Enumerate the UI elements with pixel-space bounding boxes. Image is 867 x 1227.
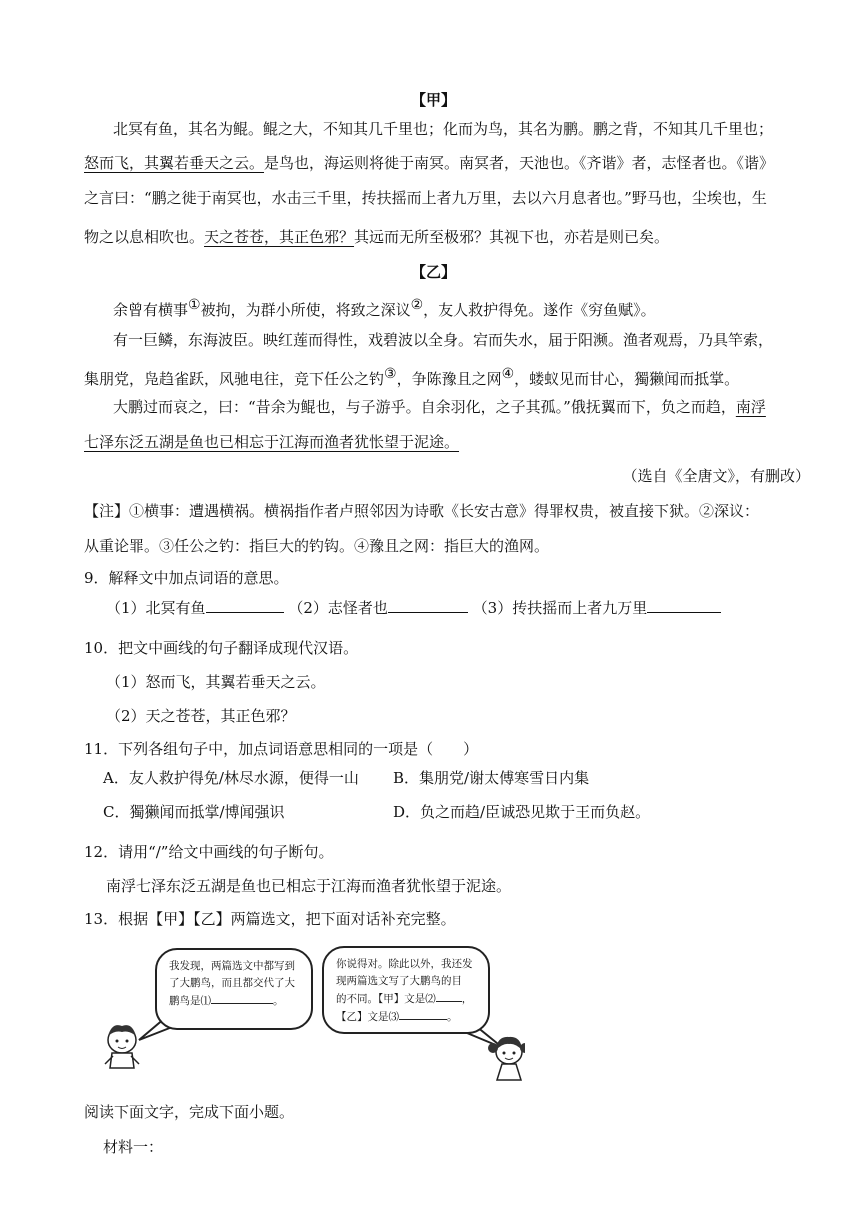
yi-title: 【乙】 <box>410 263 456 281</box>
annotation-line-1: 【注】①横事：遭遇横祸。横祸指作者卢照邻因为诗歌《长安古意》得罪权贵，被直接下狱。②深议： <box>84 502 760 520</box>
jia-line-2: 怒而飞，其翼若垂天之云。是鸟也，海运则将徙于南冥。南冥者，天池也。《齐谐》者，志怪者也。《谐》 <box>84 154 775 172</box>
jia-line-4: 物之以息相吹也。天之苍苍，其正色邪？其远而无所至极邪？其视下也，亦若是则已矣。 <box>84 228 670 246</box>
yi-line-5 <box>84 432 459 452</box>
yi-line-1: 余曾有横事①被拘，为群小所使，将致之深议②，友人救护得免。遂作《穷鱼赋》。 <box>113 297 656 319</box>
answer-blank-1[interactable] <box>206 598 284 613</box>
annotation-line-2: 从重论罪。③任公之钓：指巨大的钓钩。④豫且之网：指巨大的渔网。 <box>84 537 550 555</box>
bubble-answer-blank-3[interactable] <box>399 1008 447 1020</box>
q11-option-d[interactable]: D．负之而趋/臣诚恐见欺于王而负赵。 <box>393 803 651 821</box>
underlined-sentence-2: 天之苍苍，其正色邪？ <box>204 228 355 246</box>
yi-line-4: 大鹏过而哀之，曰：“昔余为鲲也，与子游乎。自余羽化，之子其孤。”俄抚翼而下，负之而趋，南浮 <box>113 398 766 416</box>
q10-stem: 10．把文中画线的句子翻译成现代汉语。 <box>84 639 359 657</box>
q12-text: 南浮七泽东泛五湖是鱼也已相忘于江海而渔者犹怅望于泥途。 <box>106 877 512 895</box>
jia-line-3: 之言曰：“鹏之徙于南冥也，水击三千里，抟扶摇而上者九万里，去以六月息者也。”野马也，尘埃也，生 <box>84 189 767 207</box>
bubble-answer-blank-2[interactable] <box>436 990 462 1002</box>
q11-option-c[interactable]: C．獨獭闻而抵掌/博闻强识 <box>103 803 285 821</box>
material-one-label: 材料一： <box>103 1138 164 1156</box>
speech-bubble-2: 你说得对。除此以外，我还发 现两篇选文写了大鹏鸟的目 的不同。【甲】文是⑵ ， 【乙】文是⑶ 。 <box>322 946 490 1034</box>
q12-stem: 12．请用“/”给文中画线的句子断句。 <box>84 843 334 861</box>
yi-line-2: 有一巨鳞，东海波臣。映红莲而得性，戏碧波以全身。宕而失水，届于阳濒。渔者观焉，乃具竿索， <box>113 331 774 349</box>
reading-instruction: 阅读下面文字，完成下面小题。 <box>84 1103 295 1121</box>
boy-figure-icon <box>105 1025 139 1068</box>
q11-stem: 11．下列各组句子中，加点词语意思相同的一项是（ ） <box>84 740 479 758</box>
underlined-sentence-3: 七泽东泛五湖是鱼也已相忘于江海而渔者犹怅望于泥途。 <box>84 433 460 451</box>
q10-part-2: （2）天之苍苍，其正色邪？ <box>106 707 296 725</box>
q9-stem: 9．解释文中加点词语的意思。 <box>84 569 289 587</box>
girl-figure-icon <box>488 1037 525 1080</box>
source-note: （选自《全唐文》，有删改） <box>622 467 810 485</box>
q13-stem: 13．根据【甲】【乙】两篇选文，把下面对话补充完整。 <box>84 910 456 928</box>
underlined-sentence-1: 怒而飞，其翼若垂天之云。 <box>84 154 265 172</box>
bubble-answer-blank-1[interactable] <box>211 992 273 1004</box>
q9-parts: （1）北冥有鱼 （2）志怪者也 （3）抟扶摇而上者九万里 <box>106 598 721 618</box>
q11-option-b[interactable]: B．集朋党/谢太傅寒雪日内集 <box>393 769 590 787</box>
q10-part-1: （1）怒而飞，其翼若垂天之云。 <box>106 673 326 691</box>
q11-option-a[interactable]: A．友人救护得免/林尽水源，便得一山 <box>103 769 359 787</box>
jia-title: 【甲】 <box>410 91 456 109</box>
answer-blank-3[interactable] <box>647 598 721 613</box>
answer-blank-2[interactable] <box>388 598 468 613</box>
speech-bubble-1: 我发现，两篇选文中都写到 了大鹏鸟，而且都交代了大 鹏鸟是⑴ 。 <box>155 948 313 1030</box>
jia-line-1: 北冥有鱼，其名为鲲。鲲之大，不知其几千里也；化而为鸟，其名为鹏。鹏之背，不知其几千里也； <box>113 120 774 138</box>
yi-line-3: 集朋党，凫趋雀跃，风驰电往，竞下任公之钓③，争陈豫且之网④，蝼蚁见而甘心，獨獭闻而抵掌。 <box>84 366 740 388</box>
